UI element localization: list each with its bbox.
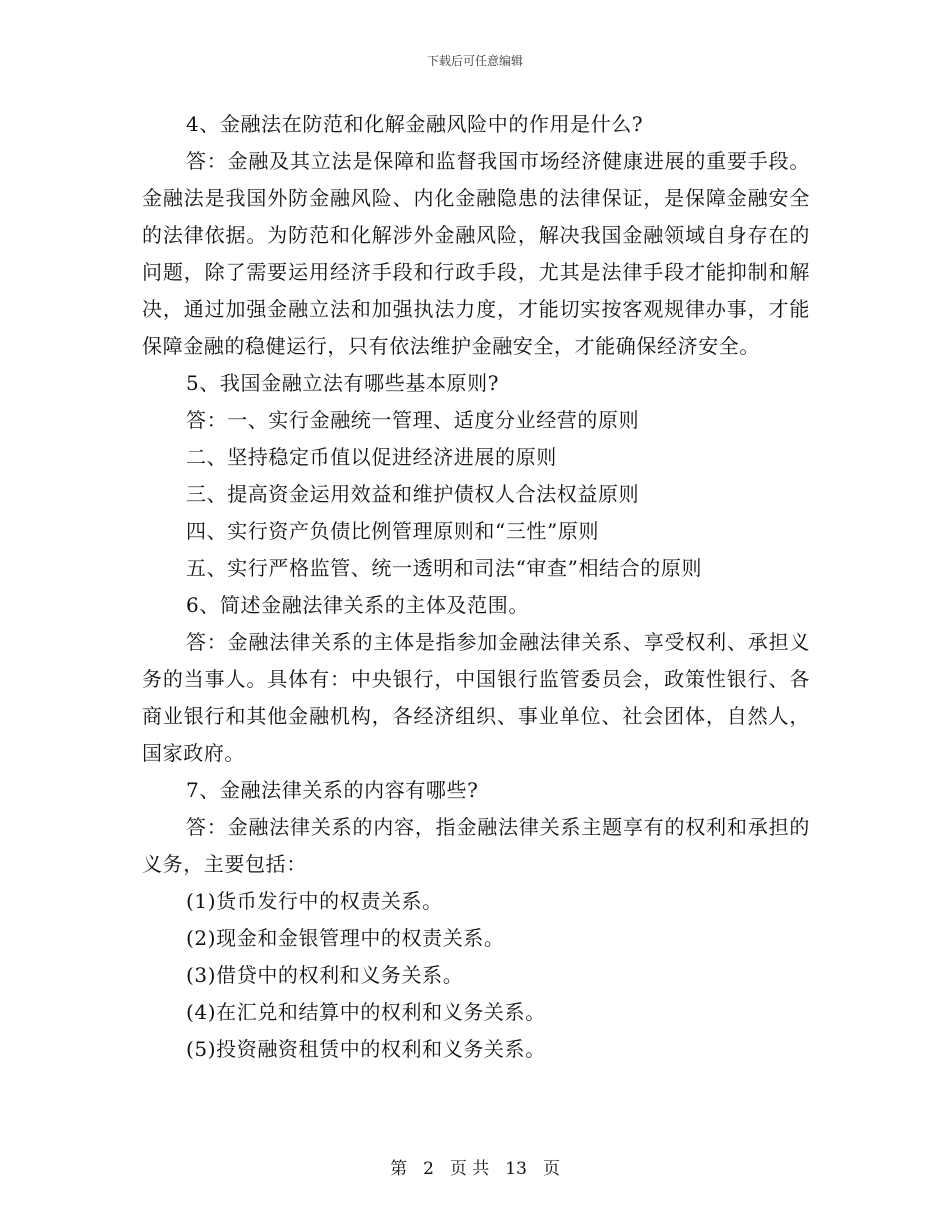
question-5: 5、我国金融立法有哪些基本原则?	[186, 371, 500, 395]
footer-middle: 页 共	[449, 1159, 490, 1179]
footer-prefix: 第	[390, 1159, 408, 1179]
question-7: 7、金融法律关系的内容有哪些?	[186, 778, 479, 802]
answer-7-item-5: (5)投资融资租赁中的权利和义务关系。	[186, 1037, 546, 1061]
page-header: 下载后可任意编辑	[426, 54, 523, 68]
answer-7-item-3: (3)借贷中的权利和义务关系。	[186, 963, 464, 987]
footer-page-number: 2	[423, 1159, 434, 1179]
answer-5-principle-2: 二、坚持稳定币值以促进经济进展的原则	[186, 445, 557, 469]
answer-7: 答：金融法律关系的内容，指金融法律关系主题享有的权利和承担的义务，主要包括：	[142, 815, 810, 876]
footer-suffix: 页	[542, 1159, 560, 1179]
footer-total-pages: 13	[505, 1159, 527, 1179]
answer-6: 答：金融法律关系的主体是指参加金融法律关系、享受权利、承担义务的当事人。具体有：中央银行，中国银行监管委员会，政策性银行、各商业银行和其他金融机构，各经济组织、事业单位、社会团体，自然人，国家政府。	[142, 630, 810, 765]
answer-5-principle-1: 答：一、实行金融统一管理、适度分业经营的原则	[186, 408, 640, 432]
answer-7-item-1: (1)货币发行中的权责关系。	[186, 889, 443, 913]
document-body	[142, 106, 810, 1068]
question-6: 6、简述金融法律关系的主体及范围。	[186, 593, 529, 617]
question-4: 4、金融法在防范和化解金融风险中的作用是什么?	[186, 112, 644, 136]
answer-7-item-4: (4)在汇兑和结算中的权利和义务关系。	[186, 1000, 546, 1024]
answer-5-principle-4: 四、实行资产负债比例管理原则和“三性”原则	[186, 519, 600, 543]
answer-5-principle-3: 三、提高资金运用效益和维护债权人合法权益原则	[186, 482, 640, 506]
answer-5-principle-5: 五、实行严格监管、统一透明和司法“审查”相结合的原则	[186, 556, 703, 580]
page-footer	[0, 1154, 950, 1179]
answer-4: 答：金融及其立法是保障和监督我国市场经济健康进展的重要手段。金融法是我国外防金融风险、内化金融隐患的法律保证，是保障金融安全的法律依据。为防范和化解涉外金融风险，解决我国金融领域自身存在的问题，除了需要运用经济手段和行政手段，尤其是法律手段才能抑制和解决，通过加强金融立法和加强执法力度，才能切实按客观规律办事，才能保障金融的稳健运行，只有依法维护金融安全，才能确保经济安全。	[142, 149, 810, 358]
answer-7-item-2: (2)现金和金银管理中的权责关系。	[186, 926, 505, 950]
